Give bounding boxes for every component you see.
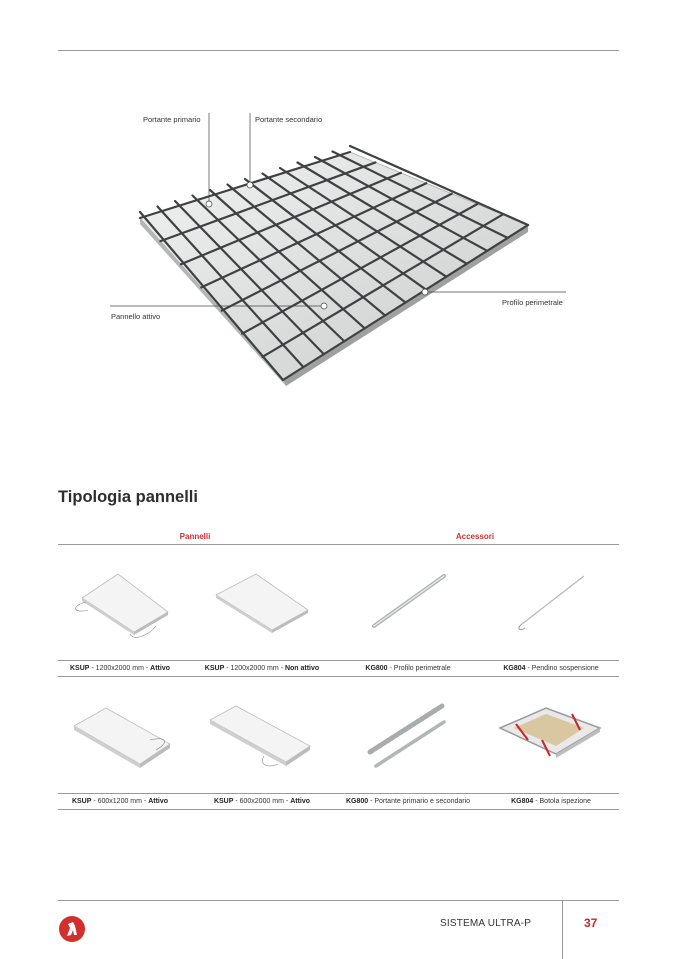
callout-perimeter: Profilo perimetrale (502, 298, 563, 307)
footer-separator (562, 900, 563, 959)
product-image-kg804-hatch (480, 684, 620, 794)
brand-logo-icon (58, 915, 86, 943)
row1-caption-bottom (58, 676, 619, 677)
page-number: 37 (584, 916, 598, 930)
row2-caption-bottom (58, 809, 619, 810)
caption-ksup-1200-active: KSUP - 1200x2000 mm - Attivo (70, 665, 170, 672)
footer-title: SISTEMA ULTRA-P (440, 918, 532, 929)
section-title: Tipologia pannelli (58, 488, 198, 506)
product-image-ksup-1200-active (60, 550, 200, 660)
caption-kg804-hanger: KG804 - Pendino sospensione (503, 665, 599, 672)
callout-active-panel: Pannello attivo (111, 312, 161, 321)
callout-primary: Portante primario (143, 115, 201, 124)
caption-kg804-hatch: KG804 - Botola ispezione (511, 798, 591, 805)
header-panels: Pannelli (179, 532, 211, 541)
header-rule (58, 544, 619, 545)
header-accessories: Accessori (455, 532, 495, 541)
product-image-kg800-perimeter (340, 550, 480, 660)
caption-ksup-600x1200-active: KSUP - 600x1200 mm - Attivo (71, 798, 169, 805)
callout-secondary: Portante secondario (255, 115, 323, 124)
product-image-kg800-carriers (340, 684, 480, 794)
caption-kg800-perimeter: KG800 - Profilo perimetrale (365, 665, 451, 672)
row2-caption-top (58, 793, 619, 794)
product-image-ksup-1200-inactive (200, 550, 340, 660)
caption-ksup-600x2000-active: KSUP - 600x2000 mm - Attivo (213, 798, 311, 805)
row1-caption-top (58, 660, 619, 661)
product-image-ksup-600x1200-active (60, 684, 200, 794)
caption-kg800-carriers: KG800 - Portante primario e secondario (345, 798, 471, 805)
product-image-kg804-hanger (480, 550, 620, 660)
footer-rule (58, 900, 619, 901)
caption-ksup-1200-inactive: KSUP - 1200x2000 mm - Non attivo (204, 665, 320, 672)
ceiling-grid-diagram (0, 0, 678, 400)
product-image-ksup-600x2000-active (200, 684, 340, 794)
